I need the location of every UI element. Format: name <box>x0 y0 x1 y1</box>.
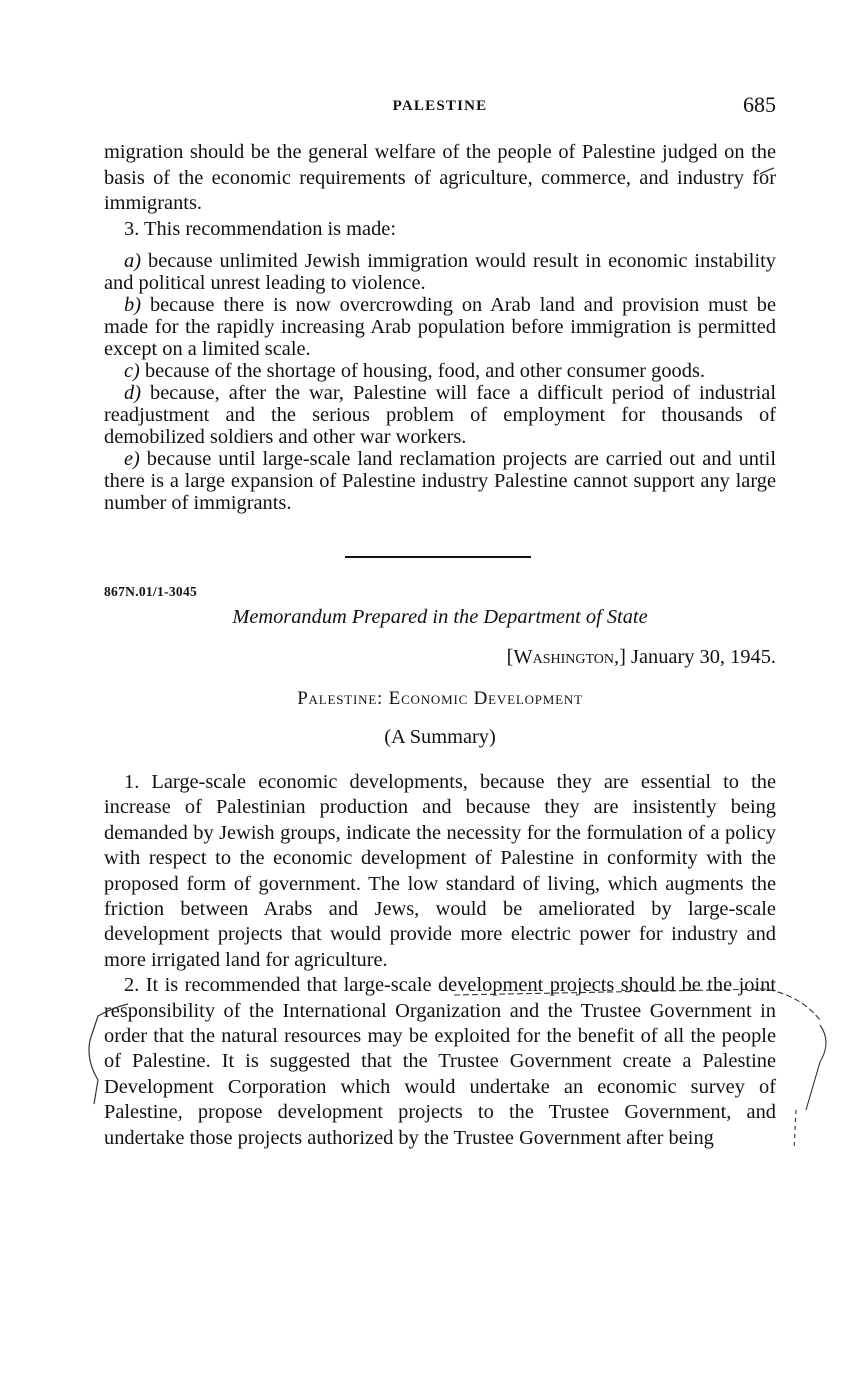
date: January 30, 1945. <box>631 646 776 668</box>
recommendation-intro: 3. This recommendation is made: <box>124 217 397 240</box>
continued-paragraph-block <box>104 140 776 242</box>
list-letter: b) <box>124 294 141 316</box>
list-text: because of the shortage of housing, food, and other consumer goods. <box>139 360 705 382</box>
list-text: because until large-scale land reclamation projects are carried out and until there is a large expansion of Palestine industry Palestine cannot support any large number of immigrants. <box>104 448 776 514</box>
file-reference: 867N.01/1-3045 <box>104 584 198 599</box>
running-head <box>104 94 776 122</box>
pen-stroke <box>806 1025 826 1110</box>
running-title: PALESTINE <box>392 98 488 114</box>
list-letter: c) <box>124 360 140 382</box>
summary-subtitle: (A Summary) <box>384 726 496 748</box>
reasons-list <box>104 250 776 514</box>
memo-paragraph-1: 1. Large-scale economic developments, because they are essential to the increase of Palestinian production and because they are insistently being demanded by Jewish groups, indicate the necessity for the formulation of a policy with respect to the economic development of Palestine in conformity with the proposed form of government. The low standard of living, which augments the friction between Arabs and Jews, would be ameliorated by large-scale development projects that would provide more electric power for industry and more irrigated land for agriculture. <box>104 771 776 971</box>
page-number: 685 <box>743 92 776 117</box>
list-item <box>104 294 776 360</box>
section-divider <box>345 556 531 558</box>
section-title: Palestine: Economic Development <box>297 688 583 709</box>
list-text: because, after the war, Palestine will face a difficult period of industrial readjustment and the serious problem of employment for thousands of demobilized soldiers and other war workers. <box>104 382 776 448</box>
list-letter: e) <box>124 448 140 470</box>
list-text: because unlimited Jewish immigration would result in economic instability and political unrest leading to violence. <box>104 250 776 294</box>
dateline <box>507 646 776 669</box>
list-item <box>104 360 776 382</box>
list-item <box>104 382 776 448</box>
memo-title: Memorandum Prepared in the Department of State <box>232 606 648 628</box>
continued-paragraph: migration should be the general welfare of the people of Palestine judged on the basis of the economic requirements of agriculture, commerce, and industry for immigrants. <box>104 141 776 214</box>
list-letter: a) <box>124 250 141 272</box>
list-item <box>104 250 776 294</box>
list-item <box>104 448 776 514</box>
pen-stroke <box>794 1110 796 1150</box>
list-text: because there is now overcrowding on Arab land and provision must be made for the rapidly increasing Arab population before immigration is permitted except on a limited scale. <box>104 294 776 360</box>
memo-paragraph-2: 2. It is recommended that large-scale development projects should be the joint responsibility of the International Organization and the Trustee Government in order that the natural resources may be exploited for the benefit of all the people of Palestine. It is suggested that the Trustee Government create a Palestine Development Corporation which would undertake an economic survey of Palestine, propose development projects to the Trustee Government, and undertake those projects authorized by the Trustee Government after being <box>104 974 776 1149</box>
list-letter: d) <box>124 382 141 404</box>
memo-body <box>104 770 776 1151</box>
date-place: [Washington,] <box>506 646 626 668</box>
